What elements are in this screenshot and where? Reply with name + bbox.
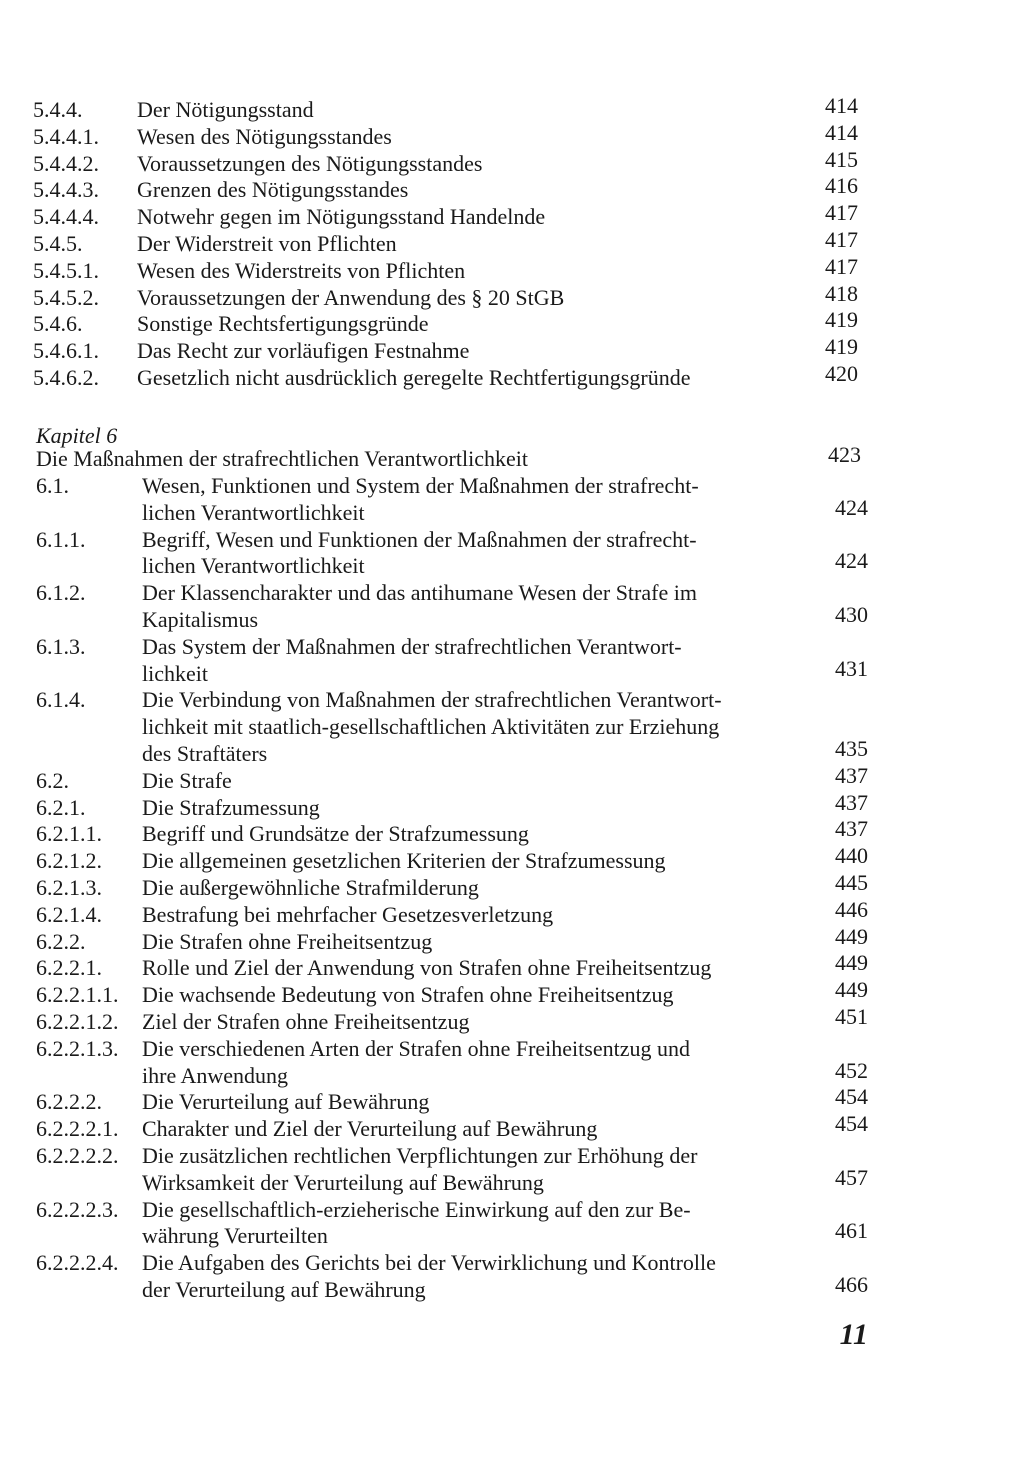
toc-entry (0, 816, 1024, 847)
toc-entry-title-line: Wesen, Funktionen und System der Maßnahmen der strafrecht- (142, 473, 699, 498)
toc-entry-number: 5.4.6. (33, 311, 83, 337)
toc-entry-title: Voraussetzungen der Anwendung des § 20 StGB (137, 284, 565, 310)
toc-entry-page: 435 (835, 735, 868, 761)
toc-entry (0, 977, 1024, 1008)
toc-entry-page: 431 (835, 655, 868, 681)
toc-entry-number: 6.1.2. (36, 580, 86, 606)
toc-entry-page: 449 (835, 950, 868, 976)
toc-entry-number: 6.1.3. (36, 633, 86, 659)
toc-entry-number: 5.4.5. (33, 230, 83, 256)
toc-entry-title: Der Widerstreit von Pflichten (137, 230, 397, 256)
toc-entry-title-line: lichen Verantwortlichkeit (142, 553, 365, 579)
toc-entry-title (142, 1008, 810, 1035)
toc-entry-number: 5.4.4. (33, 97, 83, 122)
toc-entry-number: 6.2.2.2.3. (36, 1196, 119, 1222)
toc-entry-page: 449 (835, 977, 868, 1003)
toc-entry (0, 526, 1024, 580)
toc-entry-number: 6.2.2.1.2. (36, 1008, 119, 1034)
toc-entry (0, 789, 1024, 821)
toc-entry-number: 6.2.2.2. (36, 1089, 102, 1115)
toc-entry (0, 360, 1024, 391)
toc-entry-number: 6.1.1. (36, 526, 86, 552)
toc-entry-title (142, 472, 810, 526)
toc-entry-page: 419 (825, 334, 858, 360)
toc-entry (0, 686, 1024, 766)
toc-entry-title-line: Begriff und Grundsätze der Strafzumessung (142, 821, 529, 847)
toc-entry (0, 200, 1024, 230)
toc-entry-title-line: Die außergewöhnliche Strafmilderung (142, 874, 479, 900)
toc-entry-page: 419 (825, 307, 858, 333)
toc-entry-page: 457 (835, 1164, 868, 1190)
toc-entry-title (142, 1196, 810, 1250)
chapter-title: Die Maßnahmen der strafrechtlichen Verantwortlichkeit (36, 446, 528, 471)
toc-entry-page: 440 (835, 843, 868, 869)
toc-entry-title (142, 874, 810, 901)
toc-entry-page: 454 (835, 1084, 868, 1110)
toc-entry-page: 417 (825, 226, 858, 252)
toc-entry-number: 6.2.1. (36, 794, 86, 820)
toc-entry-title-line: Bestrafung bei mehrfacher Gesetzesverletzung (142, 901, 554, 927)
toc-entry-title-line: Die Verurteilung auf Bewährung (142, 1089, 430, 1115)
toc-entry-page: 437 (835, 789, 868, 815)
toc-entry-title-line: Rolle und Ziel der Anwendung von Strafen ohne Freiheitsentzug (142, 955, 712, 981)
toc-entry-page: 424 (835, 548, 868, 574)
toc-entry-number: 5.4.5.2. (33, 284, 99, 310)
toc-entry-title (142, 1249, 810, 1303)
toc-entry-number: 6.2.2.2.2. (36, 1142, 119, 1168)
toc-entry-title: Wesen des Widerstreits von Pflichten (137, 257, 466, 283)
toc-entry-title-line: Die Strafen ohne Freiheitsentzug (142, 928, 433, 954)
toc-entry-number: 5.4.6.2. (33, 364, 99, 390)
toc-entry (0, 1003, 1024, 1035)
toc-entry (0, 1111, 1024, 1142)
toc-entry-title-line: Das System der Maßnahmen der strafrechtlichen Verantwort- (142, 633, 682, 659)
toc-entry-title-line: Die gesellschaftlich-erzieherische Einwirkung auf den zur Be- (142, 1196, 691, 1222)
toc-entry-title-line: lichen Verantwortlichkeit (142, 499, 365, 525)
chapter-label: Kapitel 6 (36, 423, 118, 448)
toc-entry (0, 843, 1024, 874)
toc-entry-title: Voraussetzungen des Nötigungsstandes (137, 150, 483, 176)
toc-entry-page: 424 (835, 494, 868, 520)
toc-entry (0, 307, 1024, 337)
toc-entry-number: 6.2.2.1.1. (36, 982, 119, 1008)
toc-entry-page: 437 (835, 816, 868, 842)
toc-entry-page: 437 (835, 762, 868, 788)
toc-entry (0, 253, 1024, 284)
toc-entry-number: 6.1. (36, 473, 69, 498)
toc-entry (0, 280, 1024, 311)
toc-entry-number: 6.2.1.3. (36, 874, 102, 900)
toc-entry (0, 579, 1024, 633)
toc-entry-number: 5.4.4.1. (33, 123, 99, 149)
toc-entry-page: 454 (835, 1111, 868, 1137)
toc-entry-title (142, 1142, 810, 1196)
toc-entry-title (142, 981, 810, 1008)
toc-entry-title: Notwehr gegen im Nötigungsstand Handelnde (137, 204, 546, 230)
toc-section-5 (0, 93, 1024, 391)
toc-entry (0, 633, 1024, 687)
toc-entry-title-line: des Straftäters (142, 740, 268, 766)
toc-entry (0, 1084, 1024, 1115)
toc-entry-title (142, 954, 810, 981)
toc-entry-page: 414 (825, 93, 858, 118)
toc-entry-page: 415 (825, 146, 858, 172)
toc-entry-number: 6.2.1.2. (36, 848, 102, 874)
toc-entry-title-line: Wirksamkeit der Verurteilung auf Bewährung (142, 1169, 544, 1195)
toc-entry-number: 6.2.2. (36, 928, 86, 954)
toc-entry-page: 418 (825, 280, 858, 306)
toc-entry (0, 896, 1024, 928)
toc-entry-title: Wesen des Nötigungsstandes (137, 123, 392, 149)
toc-entry-title-line: ihre Anwendung (142, 1062, 289, 1088)
toc-entry-number: 5.4.5.1. (33, 257, 99, 283)
toc-entry-page: 420 (825, 360, 858, 386)
toc-entry-number: 5.4.4.4. (33, 204, 99, 230)
toc-entry-title (142, 847, 810, 874)
toc-entry-page: 417 (825, 253, 858, 279)
toc-entry-title (142, 794, 810, 821)
toc-entry-title-line: Die wachsende Bedeutung von Strafen ohne Freiheitsentzug (142, 982, 674, 1008)
toc-entry (0, 119, 1024, 150)
toc-entry (0, 762, 1024, 794)
toc-entry (0, 1196, 1024, 1250)
toc-entry-title-line: Die Aufgaben des Gerichts bei der Verwirklichung und Kontrolle (142, 1250, 716, 1276)
toc-entry-page: 430 (835, 601, 868, 627)
toc-entry-title (142, 901, 810, 928)
chapter-page-number: 423 (828, 442, 861, 467)
toc-entry (0, 1035, 1024, 1089)
toc-entry-title-line: Charakter und Ziel der Verurteilung auf Bewährung (142, 1116, 598, 1142)
toc-entry-title-line: Der Klassencharakter und das antihumane Wesen der Strafe im (142, 580, 697, 606)
toc-entry-number: 6.2.1.1. (36, 821, 102, 847)
toc-entry-title-line: lichkeit (142, 660, 208, 686)
toc-entry-number: 6.2. (36, 767, 69, 793)
toc-entry-page: 461 (835, 1218, 868, 1244)
toc-entry-page: 451 (835, 1003, 868, 1029)
toc-entry-title-line: Die Strafzumessung (142, 794, 320, 820)
toc-entry-page: 452 (835, 1057, 868, 1083)
toc-entry-title (142, 526, 810, 580)
toc-entry-number: 5.4.4.3. (33, 177, 99, 203)
toc-entry-title-line: der Verurteilung auf Bewährung (142, 1276, 426, 1302)
page-number: 11 (839, 1318, 868, 1351)
toc-entry-number: 6.2.2.2.1. (36, 1116, 119, 1142)
toc-entry (0, 950, 1024, 981)
toc-entry-title (142, 767, 810, 794)
toc-entry (0, 146, 1024, 177)
toc-entry-number: 6.2.2.1. (36, 955, 102, 981)
toc-entry-number: 6.2.2.2.4. (36, 1250, 119, 1276)
toc-entry-title (142, 820, 810, 847)
toc-entry-page: 449 (835, 923, 868, 949)
toc-entry-page: 416 (825, 173, 858, 199)
toc-entry-number: 5.4.4.2. (33, 150, 99, 176)
toc-entry (0, 1142, 1024, 1196)
toc-entry-title-line: Kapitalismus (142, 606, 259, 632)
toc-entry-number: 6.1.4. (36, 687, 86, 713)
toc-entry-title-line: Ziel der Strafen ohne Freiheitsentzug (142, 1008, 470, 1034)
toc-entry-number: 6.2.2.1.3. (36, 1035, 119, 1061)
toc-entry (0, 334, 1024, 364)
toc-entry (0, 93, 1024, 123)
toc-entry-title-line: Die Verbindung von Maßnahmen der strafrechtlichen Verantwort- (142, 687, 722, 713)
toc-entry-title: Gesetzlich nicht ausdrücklich geregelte Rechtfertigungsgründe (137, 364, 691, 390)
toc-entry-title-line: Die Strafe (142, 767, 232, 793)
toc-entry-title (142, 1115, 810, 1142)
toc-entry-number: 5.4.6.1. (33, 338, 99, 364)
toc-entry (0, 472, 1024, 526)
toc-entry (0, 226, 1024, 257)
toc-entry (0, 1249, 1024, 1303)
toc-entry (0, 173, 1024, 203)
toc-entry-page: 417 (825, 200, 858, 226)
toc-entry-number: 6.2.1.4. (36, 901, 102, 927)
toc-section-6 (0, 472, 1024, 1303)
toc-entry-title (142, 1035, 810, 1089)
toc-entry-title (142, 1088, 810, 1115)
toc-entry-title-line: Die allgemeinen gesetzlichen Kriterien der Strafzumessung (142, 848, 666, 874)
toc-entry-title (142, 633, 810, 687)
toc-entry-title-line: Die zusätzlichen rechtlichen Verpflichtungen zur Erhöhung der (142, 1142, 698, 1168)
toc-entry-title-line: Begriff, Wesen und Funktionen der Maßnahmen der strafrecht- (142, 526, 697, 552)
toc-entry (0, 923, 1024, 955)
toc-entry-title-line: Die verschiedenen Arten der Strafen ohne Freiheitsentzug und (142, 1035, 690, 1061)
toc-entry-page: 466 (835, 1271, 868, 1297)
toc-entry-title: Der Nötigungsstand (137, 97, 314, 122)
toc-entry-page: 446 (835, 896, 868, 922)
toc-entry (0, 869, 1024, 901)
toc-entry-title (142, 579, 810, 633)
toc-entry-title: Sonstige Rechtsfertigungsgründe (137, 311, 429, 337)
toc-entry-title (142, 928, 810, 955)
toc-entry-page: 445 (835, 869, 868, 895)
toc-entry-title-line: währung Verurteilten (142, 1223, 328, 1249)
toc-entry-page: 414 (825, 119, 858, 145)
toc-entry-title: Grenzen des Nötigungsstandes (137, 177, 409, 203)
toc-entry-title: Das Recht zur vorläufigen Festnahme (137, 338, 470, 364)
toc-entry-title (142, 686, 810, 766)
toc-entry-title-line: lichkeit mit staatlich-gesellschaftlichen Aktivitäten zur Erziehung (142, 714, 720, 740)
